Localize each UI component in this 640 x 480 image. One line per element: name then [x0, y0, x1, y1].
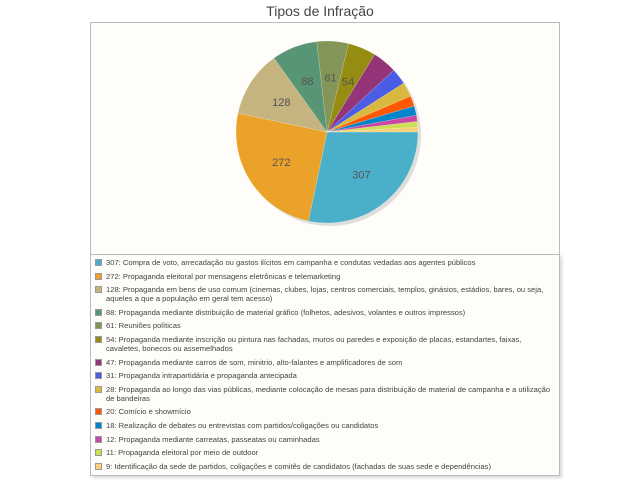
legend-swatch	[95, 436, 102, 443]
slice-label-54: 54	[341, 76, 355, 89]
legend-label: 20: Comício e showmício	[106, 407, 191, 417]
slice-label-88: 88	[301, 76, 314, 88]
legend-item[interactable]	[95, 358, 555, 367]
legend-item[interactable]	[95, 335, 555, 353]
slice-label-61: 61	[324, 72, 337, 85]
legend-item[interactable]	[95, 385, 555, 403]
legend-item[interactable]	[95, 407, 555, 416]
legend-label: 9: Identificação da sede de partidos, coligações e comitês de candidatos (fachadas de suas sede e dependências)	[106, 461, 492, 471]
legend-item[interactable]	[95, 371, 555, 380]
legend-label: 11: Propaganda eleitoral por meio de outdoor	[106, 448, 259, 458]
legend-label: 61: Reuniões políticas	[106, 321, 181, 331]
legend-label: 47: Propaganda mediante carros de som, minitrio, alto-falantes e amplificadores de som	[106, 357, 403, 367]
legend-item[interactable]	[95, 321, 555, 330]
legend-list	[95, 258, 555, 475]
legend-swatch	[95, 309, 102, 316]
legend-swatch	[95, 322, 102, 329]
legend-swatch	[95, 386, 102, 393]
legend-label: 31: Propaganda intrapartidária e propaganda antecipada	[106, 371, 297, 381]
legend-item[interactable]	[95, 258, 555, 267]
legend-label: 12: Propaganda mediante carreatas, passeatas ou caminhadas	[106, 434, 320, 444]
legend-label: 54: Propaganda mediante inscrição ou pintura nas fachadas, muros ou paredes e exposição de placas, estandartes, faixas, cavaletes, bonecos ou assemelhados	[106, 334, 522, 353]
legend-label: 28: Propaganda ao longo das vias públicas, mediante colocação de mesas para distribuição de material de campanha e a utilização de bandeiras	[106, 384, 551, 403]
legend-swatch	[95, 422, 102, 429]
legend-item[interactable]	[95, 448, 555, 457]
legend-swatch	[95, 408, 102, 415]
legend-label: 272: Propaganda eleitoral por mensagens eletrônicas e telemarketing	[106, 271, 341, 281]
legend-swatch	[95, 336, 102, 343]
legend-swatch	[95, 259, 102, 266]
legend-swatch	[95, 359, 102, 366]
legend-item[interactable]	[95, 462, 555, 471]
legend-swatch	[95, 463, 102, 470]
legend-swatch	[95, 372, 102, 379]
legend-label: 18: Realização de debates ou entrevistas com partidos/coligações ou candidatos	[106, 420, 379, 430]
plot-area	[90, 22, 560, 255]
legend-swatch	[95, 449, 102, 456]
legend-item[interactable]	[95, 285, 555, 303]
chart-title: Tipos de Infração	[266, 3, 374, 19]
slice-label-272: 272	[272, 156, 291, 169]
legend-label: 307: Compra de voto, arrecadação ou gastos ilícitos em campanha e condutas vedadas aos agentes públicos	[106, 258, 476, 267]
slice-label-307: 307	[352, 169, 371, 182]
legend-label: 88: Propaganda mediante distribuição de material gráfico (folhetos, adesivos, volantes e outros impressos)	[106, 307, 466, 317]
legend-swatch	[95, 286, 102, 293]
legend-swatch	[95, 273, 102, 280]
legend-item[interactable]	[95, 272, 555, 281]
legend-item[interactable]	[95, 308, 555, 317]
legend-item[interactable]	[95, 435, 555, 444]
legend-item[interactable]	[95, 421, 555, 430]
pie-chart	[91, 23, 559, 254]
slice-label-128: 128	[272, 97, 291, 110]
legend	[90, 254, 560, 476]
legend-label: 128: Propaganda em bens de uso comum (cinemas, clubes, lojas, centros comerciais, templos, ginásios, estádios, bares, ou seja, aqueles a que a população em geral tem acesso)	[106, 285, 544, 304]
